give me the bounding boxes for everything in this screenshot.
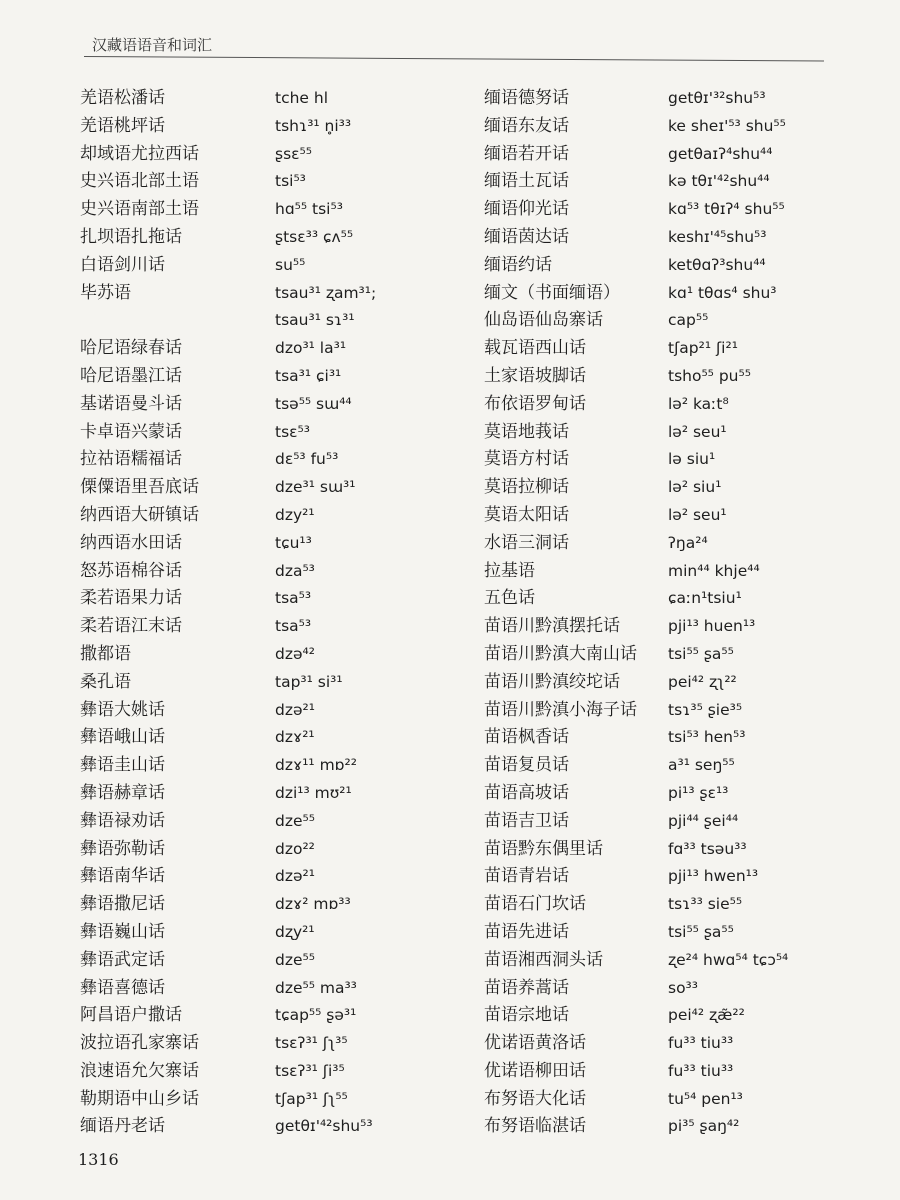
- language-name: 苗语青岩话: [484, 866, 569, 887]
- phonetic-form: pji¹³ hwen¹³: [668, 867, 759, 886]
- header-rule: [84, 56, 824, 62]
- phonetic-form: fu³³ tiu³³: [668, 1061, 734, 1080]
- language-name: 优诺语黄洛话: [484, 1033, 586, 1054]
- phonetic-form: lə² kaːt⁸: [668, 394, 729, 413]
- language-name: 苗语川黔滇大南山话: [484, 643, 637, 664]
- phonetic-form: dze³¹ sɯ³¹: [275, 478, 356, 497]
- phonetic-form: tsɿ³³ sie⁵⁵: [668, 895, 743, 914]
- phonetic-form: dzɤ¹¹ mɒ²²: [275, 756, 357, 775]
- language-name: 浪速语允欠寨话: [80, 1060, 199, 1081]
- phonetic-form: pi³⁵ ʂaŋ⁴²: [668, 1117, 740, 1136]
- phonetic-form: tɕu¹³: [275, 533, 312, 552]
- phonetic-form: pji¹³ huen¹³: [668, 617, 756, 636]
- language-name: 史兴语南部土语: [80, 199, 199, 220]
- phonetic-form: tsa⁵³: [275, 617, 312, 636]
- phonetic-form: cap⁵⁵: [668, 311, 709, 330]
- language-name: 缅语约话: [484, 254, 552, 275]
- language-name: 缅语仰光话: [484, 199, 569, 220]
- phonetic-form: lə² seu¹: [668, 422, 727, 441]
- phonetic-form: tsə⁵⁵ sɯ⁴⁴: [275, 394, 352, 413]
- language-name: 彝语大姚话: [80, 699, 165, 720]
- phonetic-form: dʐy²¹: [275, 922, 315, 941]
- language-name: 布努语大化话: [484, 1088, 586, 1109]
- phonetic-form: dze⁵⁵: [275, 950, 315, 969]
- language-name: 苗语吉卫话: [484, 810, 569, 831]
- language-name: 苗语川黔滇小海子话: [484, 699, 637, 720]
- phonetic-form: tsɛ⁵³: [275, 422, 310, 441]
- language-name: 扎坝语扎拖话: [80, 226, 182, 247]
- phonetic-form: kɑ⁵³ tθɪʔ⁴ shu⁵⁵: [668, 200, 785, 219]
- language-name: 苗语先进话: [484, 921, 569, 942]
- language-name: 哈尼语绿春话: [80, 338, 182, 359]
- language-name: 缅语丹老话: [80, 1116, 165, 1137]
- language-name: 苗语黔东偶里话: [484, 838, 603, 859]
- language-name: 苗语川黔滇摆托话: [484, 616, 620, 637]
- language-name: 缅语若开话: [484, 143, 569, 164]
- phonetic-form: hɑ⁵⁵ tsi⁵³: [275, 200, 343, 219]
- language-name: 缅语德努话: [484, 88, 569, 108]
- phonetic-form: dzo²²: [275, 839, 315, 858]
- language-name: 却域语尤拉西话: [80, 143, 199, 164]
- phonetic-form: dzə²¹: [275, 867, 315, 886]
- language-name: 彝语巍山话: [80, 921, 165, 942]
- language-name: 拉基语: [484, 560, 535, 581]
- language-name: 彝语圭山话: [80, 755, 165, 776]
- language-name: 缅语茵达话: [484, 226, 569, 247]
- phonetic-form: so³³: [668, 978, 698, 997]
- language-name: 布努语临湛话: [484, 1116, 586, 1137]
- phonetic-form: fu³³ tiu³³: [668, 1034, 734, 1053]
- language-name: 苗语宗地话: [484, 1005, 569, 1026]
- phonetic-form: getθɪ'³²shu⁵³: [668, 89, 766, 107]
- phonetic-form: ɕaːn¹tsiu¹: [668, 589, 742, 608]
- language-name: 莫语太阳话: [484, 504, 569, 525]
- language-name: 苗语养蒿话: [484, 977, 569, 998]
- language-name: 撒都语: [80, 643, 131, 664]
- phonetic-form: lə² seu¹: [668, 505, 727, 524]
- language-name: 史兴语北部土语: [80, 171, 199, 192]
- language-name: 彝语撒尼话: [80, 894, 165, 915]
- language-name: 彝语弥勒话: [80, 838, 165, 859]
- language-name: 彝语峨山话: [80, 727, 165, 748]
- phonetic-form: tsau³¹ ʐam³¹;: [275, 283, 377, 302]
- language-name: 柔若语江末话: [80, 616, 182, 637]
- phonetic-form: tsho⁵⁵ pu⁵⁵: [668, 366, 751, 385]
- phonetic-form: tsɛʔ³¹ ʃi³⁵: [275, 1061, 345, 1080]
- phonetic-form: kə tθɪ'⁴²shu⁴⁴: [668, 172, 770, 191]
- phonetic-form: tap³¹ si³¹: [275, 672, 343, 691]
- language-name: 基诺语曼斗话: [80, 393, 182, 414]
- phonetic-form: dze⁵⁵: [275, 811, 315, 830]
- phonetic-form: tsi⁵⁵ ʂa⁵⁵: [668, 644, 734, 663]
- language-name: 拉祜语糯福话: [80, 449, 182, 470]
- phonetic-form: tsa³¹ ɕi³¹: [275, 366, 342, 385]
- language-name: 水语三洞话: [484, 532, 569, 553]
- phonetic-form: dzə²¹: [275, 700, 315, 719]
- phonetic-form: fɑ³³ tsəu³³: [668, 839, 747, 858]
- phonetic-form: dza⁵³: [275, 561, 315, 580]
- phonetic-form: ʔŋa²⁴: [668, 533, 708, 552]
- language-name: 白语剑川话: [80, 254, 165, 275]
- language-name: 勒期语中山乡话: [80, 1088, 199, 1109]
- phonetic-form: tshɿ³¹ n̥i³³: [275, 116, 352, 135]
- phonetic-form: ʂsɛ⁵⁵: [275, 144, 312, 163]
- language-name: 彝语禄劝话: [80, 810, 165, 831]
- language-name: 苗语枫香话: [484, 727, 569, 748]
- language-name: 柔若语果力话: [80, 588, 182, 609]
- language-name: 彝语喜德话: [80, 977, 165, 998]
- phonetic-form: dzɤ²¹: [275, 728, 315, 747]
- phonetic-form: ke sheɪ'⁵³ shu⁵⁵: [668, 116, 786, 135]
- phonetic-form: pei⁴² ʐæ̃²²: [668, 1006, 745, 1025]
- phonetic-form: su⁵⁵: [275, 255, 306, 274]
- phonetic-form: min⁴⁴ khje⁴⁴: [668, 561, 760, 580]
- language-name: 缅语土瓦话: [484, 171, 569, 192]
- phonetic-form: tsɿ³⁵ ʂie³⁵: [668, 700, 743, 719]
- phonetic-form: dzi¹³ mʊ²¹: [275, 783, 352, 802]
- language-name: 羌语松潘话: [80, 88, 165, 108]
- language-name: 波拉语孔家寨话: [80, 1033, 199, 1054]
- phonetic-form: tsa⁵³: [275, 589, 312, 608]
- phonetic-form: dɛ⁵³ fu⁵³: [275, 450, 339, 469]
- phonetic-form: ʂtsɛ³³ ɕʌ⁵⁵: [275, 227, 354, 246]
- language-name: 苗语复员话: [484, 755, 569, 776]
- language-name: 仙岛语仙岛寨话: [484, 310, 603, 331]
- language-name: 莫语方村话: [484, 449, 569, 470]
- phonetic-form: tsau³¹ sɿ³¹: [275, 311, 355, 330]
- language-name: 彝语赫章话: [80, 782, 165, 803]
- running-header: 汉藏语语音和词汇: [92, 36, 213, 54]
- language-name: 载瓦语西山话: [484, 338, 586, 359]
- language-name: 五色话: [484, 588, 535, 609]
- phonetic-form: ʐe²⁴ hwɑ⁵⁴ tɕɔ⁵⁴: [668, 950, 789, 969]
- language-name: 缅语东友话: [484, 115, 569, 136]
- language-name: 苗语川黔滇绞坨话: [484, 671, 620, 692]
- phonetic-form: ketθɑʔ³shu⁴⁴: [668, 255, 766, 274]
- phonetic-form: tsɛʔ³¹ ʃʅ³⁵: [275, 1034, 348, 1053]
- phonetic-form: tsi⁵³ hen⁵³: [668, 728, 746, 747]
- phonetic-form: pi¹³ ʂɛ¹³: [668, 783, 729, 802]
- language-name: 哈尼语墨江话: [80, 365, 182, 386]
- phonetic-form: tsi⁵⁵ ʂa⁵⁵: [668, 922, 734, 941]
- phonetic-form: kɑ¹ tθɑs⁴ shu³: [668, 283, 777, 302]
- language-name: 苗语高坡话: [484, 782, 569, 803]
- language-name: 苗语湘西洞头话: [484, 949, 603, 970]
- language-name: 毕苏语: [80, 282, 131, 303]
- phonetic-form: keshɪ'⁴⁵shu⁵³: [668, 227, 767, 246]
- language-name: 桑孔语: [80, 671, 131, 692]
- phonetic-form: a³¹ seŋ⁵⁵: [668, 756, 735, 775]
- language-name: 彝语武定话: [80, 949, 165, 970]
- language-name: 怒苏语棉谷话: [80, 560, 182, 581]
- phonetic-form: tɕap⁵⁵ ʂə³¹: [275, 1006, 357, 1025]
- language-name: 傈僳语里吾底话: [80, 477, 199, 498]
- phonetic-form: dzɤ² mɒ³³: [275, 895, 351, 914]
- phonetic-form: dzo³¹ la³¹: [275, 339, 347, 358]
- phonetic-form: dze⁵⁵ ma³³: [275, 978, 357, 997]
- language-name: 羌语桃坪话: [80, 115, 165, 136]
- language-name: 苗语石门坎话: [484, 894, 586, 915]
- language-name: 优诺语柳田话: [484, 1060, 586, 1081]
- phonetic-form: lə² siu¹: [668, 478, 722, 497]
- language-name: 阿昌语户撒话: [80, 1005, 182, 1026]
- language-name: 卡卓语兴蒙话: [80, 421, 182, 442]
- phonetic-form: tsi⁵³: [275, 172, 306, 191]
- page-number: 1316: [78, 1150, 119, 1169]
- language-name: 莫语地莪话: [484, 421, 569, 442]
- phonetic-form: tʃap³¹ ʃʅ⁵⁵: [275, 1089, 348, 1108]
- phonetic-form: tche hl: [275, 89, 329, 107]
- phonetic-form: dzə⁴²: [275, 644, 315, 663]
- language-name: 缅文（书面缅语）: [484, 282, 620, 303]
- phonetic-form: getθaɪʔ⁴shu⁴⁴: [668, 144, 773, 163]
- language-name: 纳西语水田话: [80, 532, 182, 553]
- language-name: 纳西语大研镇话: [80, 504, 199, 525]
- phonetic-form: tʃap²¹ ʃi²¹: [668, 339, 738, 358]
- language-name: 莫语拉柳话: [484, 477, 569, 498]
- phonetic-form: pei⁴² ʐʅ²²: [668, 672, 737, 691]
- language-name: 布依语罗甸话: [484, 393, 586, 414]
- phonetic-form: lə siu¹: [668, 450, 716, 469]
- phonetic-form: getθɪ'⁴²shu⁵³: [275, 1117, 373, 1136]
- language-name: 彝语南华话: [80, 866, 165, 887]
- phonetic-form: tu⁵⁴ pen¹³: [668, 1089, 743, 1108]
- phonetic-form: pji⁴⁴ ʂei⁴⁴: [668, 811, 739, 830]
- language-name: 土家语坡脚话: [484, 365, 586, 386]
- phonetic-form: dzy²¹: [275, 505, 315, 524]
